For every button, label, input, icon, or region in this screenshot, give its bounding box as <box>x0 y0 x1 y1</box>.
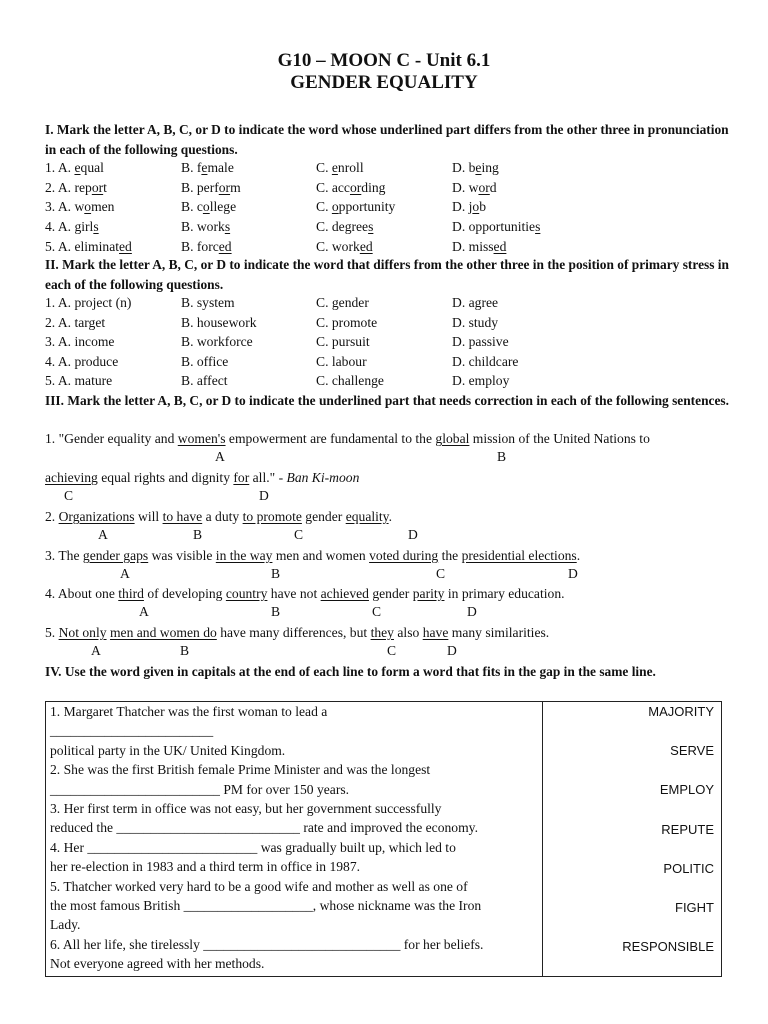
underlined-part: have <box>422 625 449 640</box>
answer-option: 1. A. project (n) <box>45 295 132 310</box>
keyword-label: EMPLOY <box>659 782 714 798</box>
sentence-text: gender <box>301 509 346 524</box>
option-text: men <box>91 199 115 215</box>
option-text: C. acc <box>316 179 350 195</box>
sentence-line: her re-election in 1983 and a third term in office in 1987. <box>50 859 361 875</box>
answer-letter: D <box>408 527 418 542</box>
option-text: B. forc <box>181 238 219 254</box>
sentence-text: 3. The <box>45 548 83 563</box>
keyword-label: FIGHT <box>675 899 714 915</box>
question-sentence <box>45 584 565 604</box>
answer-option <box>181 217 230 237</box>
underlined-part: achieved <box>320 586 369 601</box>
sentence-text: equal rights and dignity <box>97 470 234 485</box>
answer-option <box>452 178 497 198</box>
sentence-text: . <box>388 509 392 524</box>
underlined-part: to promote <box>242 509 302 524</box>
underlined-part: in the way <box>215 548 273 563</box>
word-formation-table <box>45 701 722 977</box>
answer-letter: B <box>271 566 281 581</box>
answer-option: C. gender <box>316 295 369 310</box>
option-text: 4. A. girl <box>45 219 94 235</box>
underlined-part: achieving <box>45 470 98 485</box>
option-text: 2. A. rep <box>45 179 92 195</box>
underlined-part: or <box>218 179 231 195</box>
underlined-part: third <box>118 586 144 601</box>
option-text: d <box>489 179 497 195</box>
answer-letter-row <box>0 527 768 545</box>
answer-option <box>452 217 540 237</box>
answer-letter-row <box>0 604 768 622</box>
section-1-heading: I. Mark the letter A, B, C, or D to indicate the word whose underlined part differs from the other three in pronunciation in each of the following questions. <box>45 122 729 157</box>
answer-option: D. agree <box>452 295 499 310</box>
answer-option: D. employ <box>452 373 510 388</box>
option-text: ing <box>481 160 499 175</box>
word-formation-keywords <box>543 702 722 977</box>
underlined-part: to have <box>162 509 203 524</box>
sentence-text: 2. <box>45 509 59 524</box>
keyword-label: POLITIC <box>663 860 714 876</box>
sentence-text: 5. <box>45 625 59 640</box>
underlined-part: parity <box>412 586 445 601</box>
answer-option: B. workforce <box>181 334 253 349</box>
answer-option <box>45 237 132 257</box>
option-text: B. c <box>181 199 203 215</box>
option-text: pportunity <box>338 199 396 215</box>
answer-option: C. labour <box>316 353 367 369</box>
option-text: m <box>230 179 241 195</box>
underlined-part: s <box>368 219 374 235</box>
sentence-text: 4. About one <box>45 586 119 601</box>
underlined-part: or <box>91 179 104 195</box>
sentence-line: _________________________ PM for over 150 years. <box>50 781 350 797</box>
answer-option <box>181 178 241 198</box>
answer-letter: A <box>215 449 225 464</box>
answer-option <box>45 217 99 237</box>
answer-option: 3. A. income <box>45 334 115 349</box>
underlined-part: ed <box>359 238 373 254</box>
underlined-part: ed <box>119 238 132 254</box>
answer-letter: D <box>568 566 578 581</box>
underlined-part: voted during <box>369 548 439 563</box>
answer-letter: C <box>64 488 74 503</box>
underlined-part: s <box>535 219 541 235</box>
answer-option: B. housework <box>181 314 257 330</box>
question-sentence <box>45 507 392 527</box>
underlined-part: Organizations <box>58 509 135 524</box>
option-text: C. work <box>316 238 360 254</box>
option-text: 5. A. eliminat <box>45 238 120 254</box>
answer-letter: C <box>372 604 382 619</box>
answer-option <box>181 197 236 217</box>
answer-option <box>452 197 486 217</box>
answer-letter: A <box>91 643 101 658</box>
underlined-part: equality <box>345 509 389 524</box>
answer-option: D. childcare <box>452 353 519 369</box>
option-text: D. opportunitie <box>452 219 536 235</box>
answer-option: 5. A. mature <box>45 373 113 388</box>
underlined-part: s <box>224 219 231 235</box>
answer-letter: B <box>193 527 203 542</box>
sentence-text: a duty <box>202 509 243 524</box>
underlined-part: for <box>233 470 250 485</box>
option-text: male <box>207 160 234 175</box>
answer-letter: C <box>387 643 397 658</box>
sentence-text: have not <box>267 586 321 601</box>
sentence-line: the most famous British ___________________, whose nickname was the Iron <box>50 898 482 914</box>
sentence-text: mission of the United Nations to <box>469 431 650 446</box>
word-formation-sentences <box>46 702 543 977</box>
answer-option <box>45 178 107 198</box>
underlined-part: they <box>370 625 394 640</box>
answer-option <box>316 197 395 217</box>
option-text: C. degree <box>316 219 369 235</box>
sentence-line: 5. Thatcher worked very hard to be a good wife and mother as well as one of <box>50 878 468 894</box>
sentence-text: was visible <box>148 548 216 563</box>
sentence-line: 3. Her first term in office was not easy, but her government successfully <box>50 801 442 817</box>
worksheet-title: G10 – MOON C - Unit 6.1 <box>277 50 491 71</box>
sentence-text: the <box>438 548 462 563</box>
section-4-heading: IV. Use the word given in capitals at the end of each line to form a word that fits in the gap in the same line. <box>45 664 656 679</box>
sentence-line: Lady. <box>50 917 81 933</box>
keyword-label: SERVE <box>670 743 714 759</box>
keyword-label: RESPONSIBLE <box>622 939 714 955</box>
answer-letter-row <box>0 449 768 467</box>
answer-option <box>316 217 373 237</box>
underlined-part: o <box>202 199 210 215</box>
worksheet-subtitle: GENDER EQUALITY <box>290 72 478 93</box>
answer-letter: D <box>467 604 477 619</box>
sentence-line: 4. Her _________________________ was gradually built up, which led to <box>50 839 456 855</box>
answer-option <box>316 178 385 198</box>
answer-option <box>316 158 364 178</box>
answer-option <box>452 237 506 257</box>
underlined-part: global <box>435 431 470 446</box>
section-2-heading: II. Mark the letter A, B, C, or D to indicate the word that differs from the other three in the position of primary stress in each of the following questions. <box>45 257 729 292</box>
answer-option <box>45 197 114 217</box>
question-sentence <box>45 546 580 566</box>
answer-letter-row <box>0 643 768 661</box>
sentence-line: 2. She was the first British female Prime Minister and was the longest <box>50 762 431 778</box>
answer-letter-row <box>0 488 768 506</box>
underlined-part: Not only <box>58 625 107 640</box>
option-text: C. <box>316 199 332 215</box>
question-sentence <box>45 623 549 643</box>
answer-option <box>316 237 373 257</box>
answer-option: B. affect <box>181 373 228 388</box>
underlined-part: s <box>93 219 99 235</box>
answer-letter: A <box>120 566 130 581</box>
sentence-line: ________________________ <box>50 723 214 739</box>
sentence-text: 1. "Gender equality and <box>45 431 178 446</box>
underlined-part: o <box>84 199 92 215</box>
answer-option <box>181 237 232 257</box>
underlined-part: or <box>349 179 362 195</box>
option-text: D. w <box>452 179 479 195</box>
answer-letter: D <box>447 643 457 658</box>
answer-option: 4. A. produce <box>45 353 119 369</box>
question-sentence <box>45 429 650 449</box>
answer-letter: D <box>259 488 269 503</box>
sentence-text: all." - <box>249 470 287 485</box>
underlined-part: ed <box>493 238 507 254</box>
sentence-line: reduced the ___________________________ rate and improved the economy. <box>50 820 478 836</box>
underlined-part: presidential elections <box>461 548 577 563</box>
sentence-line: 6. All her life, she tirelessly _____________________________ for her beliefs. <box>50 936 484 952</box>
underlined-part: men and women do <box>109 625 217 640</box>
underlined-part: o <box>472 199 480 215</box>
answer-letter: A <box>139 604 149 619</box>
answer-option: B. system <box>181 295 235 310</box>
sentence-line: Not everyone agreed with her methods. <box>50 956 265 972</box>
sentence-text: will <box>134 509 163 524</box>
underlined-part: o <box>331 199 339 215</box>
underlined-part: or <box>478 179 490 195</box>
option-text: b <box>479 199 486 215</box>
sentence-text: many similarities. <box>448 625 550 640</box>
keyword-label: MAJORITY <box>648 704 714 719</box>
answer-letter: C <box>436 566 446 581</box>
answer-letter: A <box>98 527 108 542</box>
sentence-text: also <box>393 625 423 640</box>
sentence-text: gender <box>368 586 413 601</box>
answer-option <box>181 158 234 178</box>
underlined-part: e <box>201 160 208 175</box>
option-text: 1. A. <box>45 160 75 175</box>
sentence-line: 1. Margaret Thatcher was the first woman to lead a <box>50 704 328 719</box>
answer-option <box>45 158 104 178</box>
answer-letter-row <box>0 566 768 584</box>
sentence-text: of developing <box>143 586 226 601</box>
underlined-part: ed <box>218 238 232 254</box>
underlined-part: e <box>74 160 81 175</box>
option-text: t <box>103 179 107 195</box>
option-text: qual <box>80 160 104 175</box>
option-text: llege <box>209 199 237 215</box>
underlined-part: women's <box>177 431 226 446</box>
answer-option: B. office <box>181 353 229 369</box>
sentence-text: empowerment are fundamental to the <box>225 431 436 446</box>
option-text: 3. A. w <box>45 199 85 215</box>
sentence-text: Ban Ki-moon <box>286 470 360 485</box>
underlined-part: e <box>331 160 338 175</box>
underlined-part: e <box>475 160 482 175</box>
answer-option: D. study <box>452 314 499 330</box>
answer-option: C. pursuit <box>316 334 370 349</box>
sentence-text: in primary education. <box>444 586 565 601</box>
option-text: ding <box>361 179 386 195</box>
section-3-heading: III. Mark the letter A, B, C, or D to indicate the underlined part that needs correction in each of the following sentences. <box>45 393 729 408</box>
answer-option: D. passive <box>452 334 509 349</box>
answer-option <box>452 158 499 178</box>
answer-letter: B <box>180 643 190 658</box>
sentence-text: . <box>576 548 581 563</box>
option-text: D. b <box>452 160 476 175</box>
answer-letter: B <box>497 449 507 464</box>
option-text: B. work <box>181 219 225 235</box>
answer-letter: C <box>294 527 304 542</box>
option-text: B. perf <box>181 179 219 195</box>
answer-option: 2. A. target <box>45 314 106 330</box>
option-text: C. <box>316 160 332 175</box>
answer-letter: B <box>271 604 281 619</box>
sentence-line: political party in the UK/ United Kingdom. <box>50 742 286 758</box>
answer-option: C. promote <box>316 314 378 330</box>
option-text: B. f <box>181 160 202 175</box>
sentence-text: men and women <box>272 548 370 563</box>
question-sentence <box>45 468 359 488</box>
keyword-label: REPUTE <box>661 821 714 837</box>
underlined-part: gender gaps <box>82 548 149 563</box>
option-text: nroll <box>337 160 364 175</box>
sentence-text: have many differences, but <box>216 625 371 640</box>
answer-option: C. challenge <box>316 373 384 388</box>
option-text: D. miss <box>452 238 494 254</box>
underlined-part: country <box>225 586 268 601</box>
option-text: D. j <box>452 199 473 215</box>
